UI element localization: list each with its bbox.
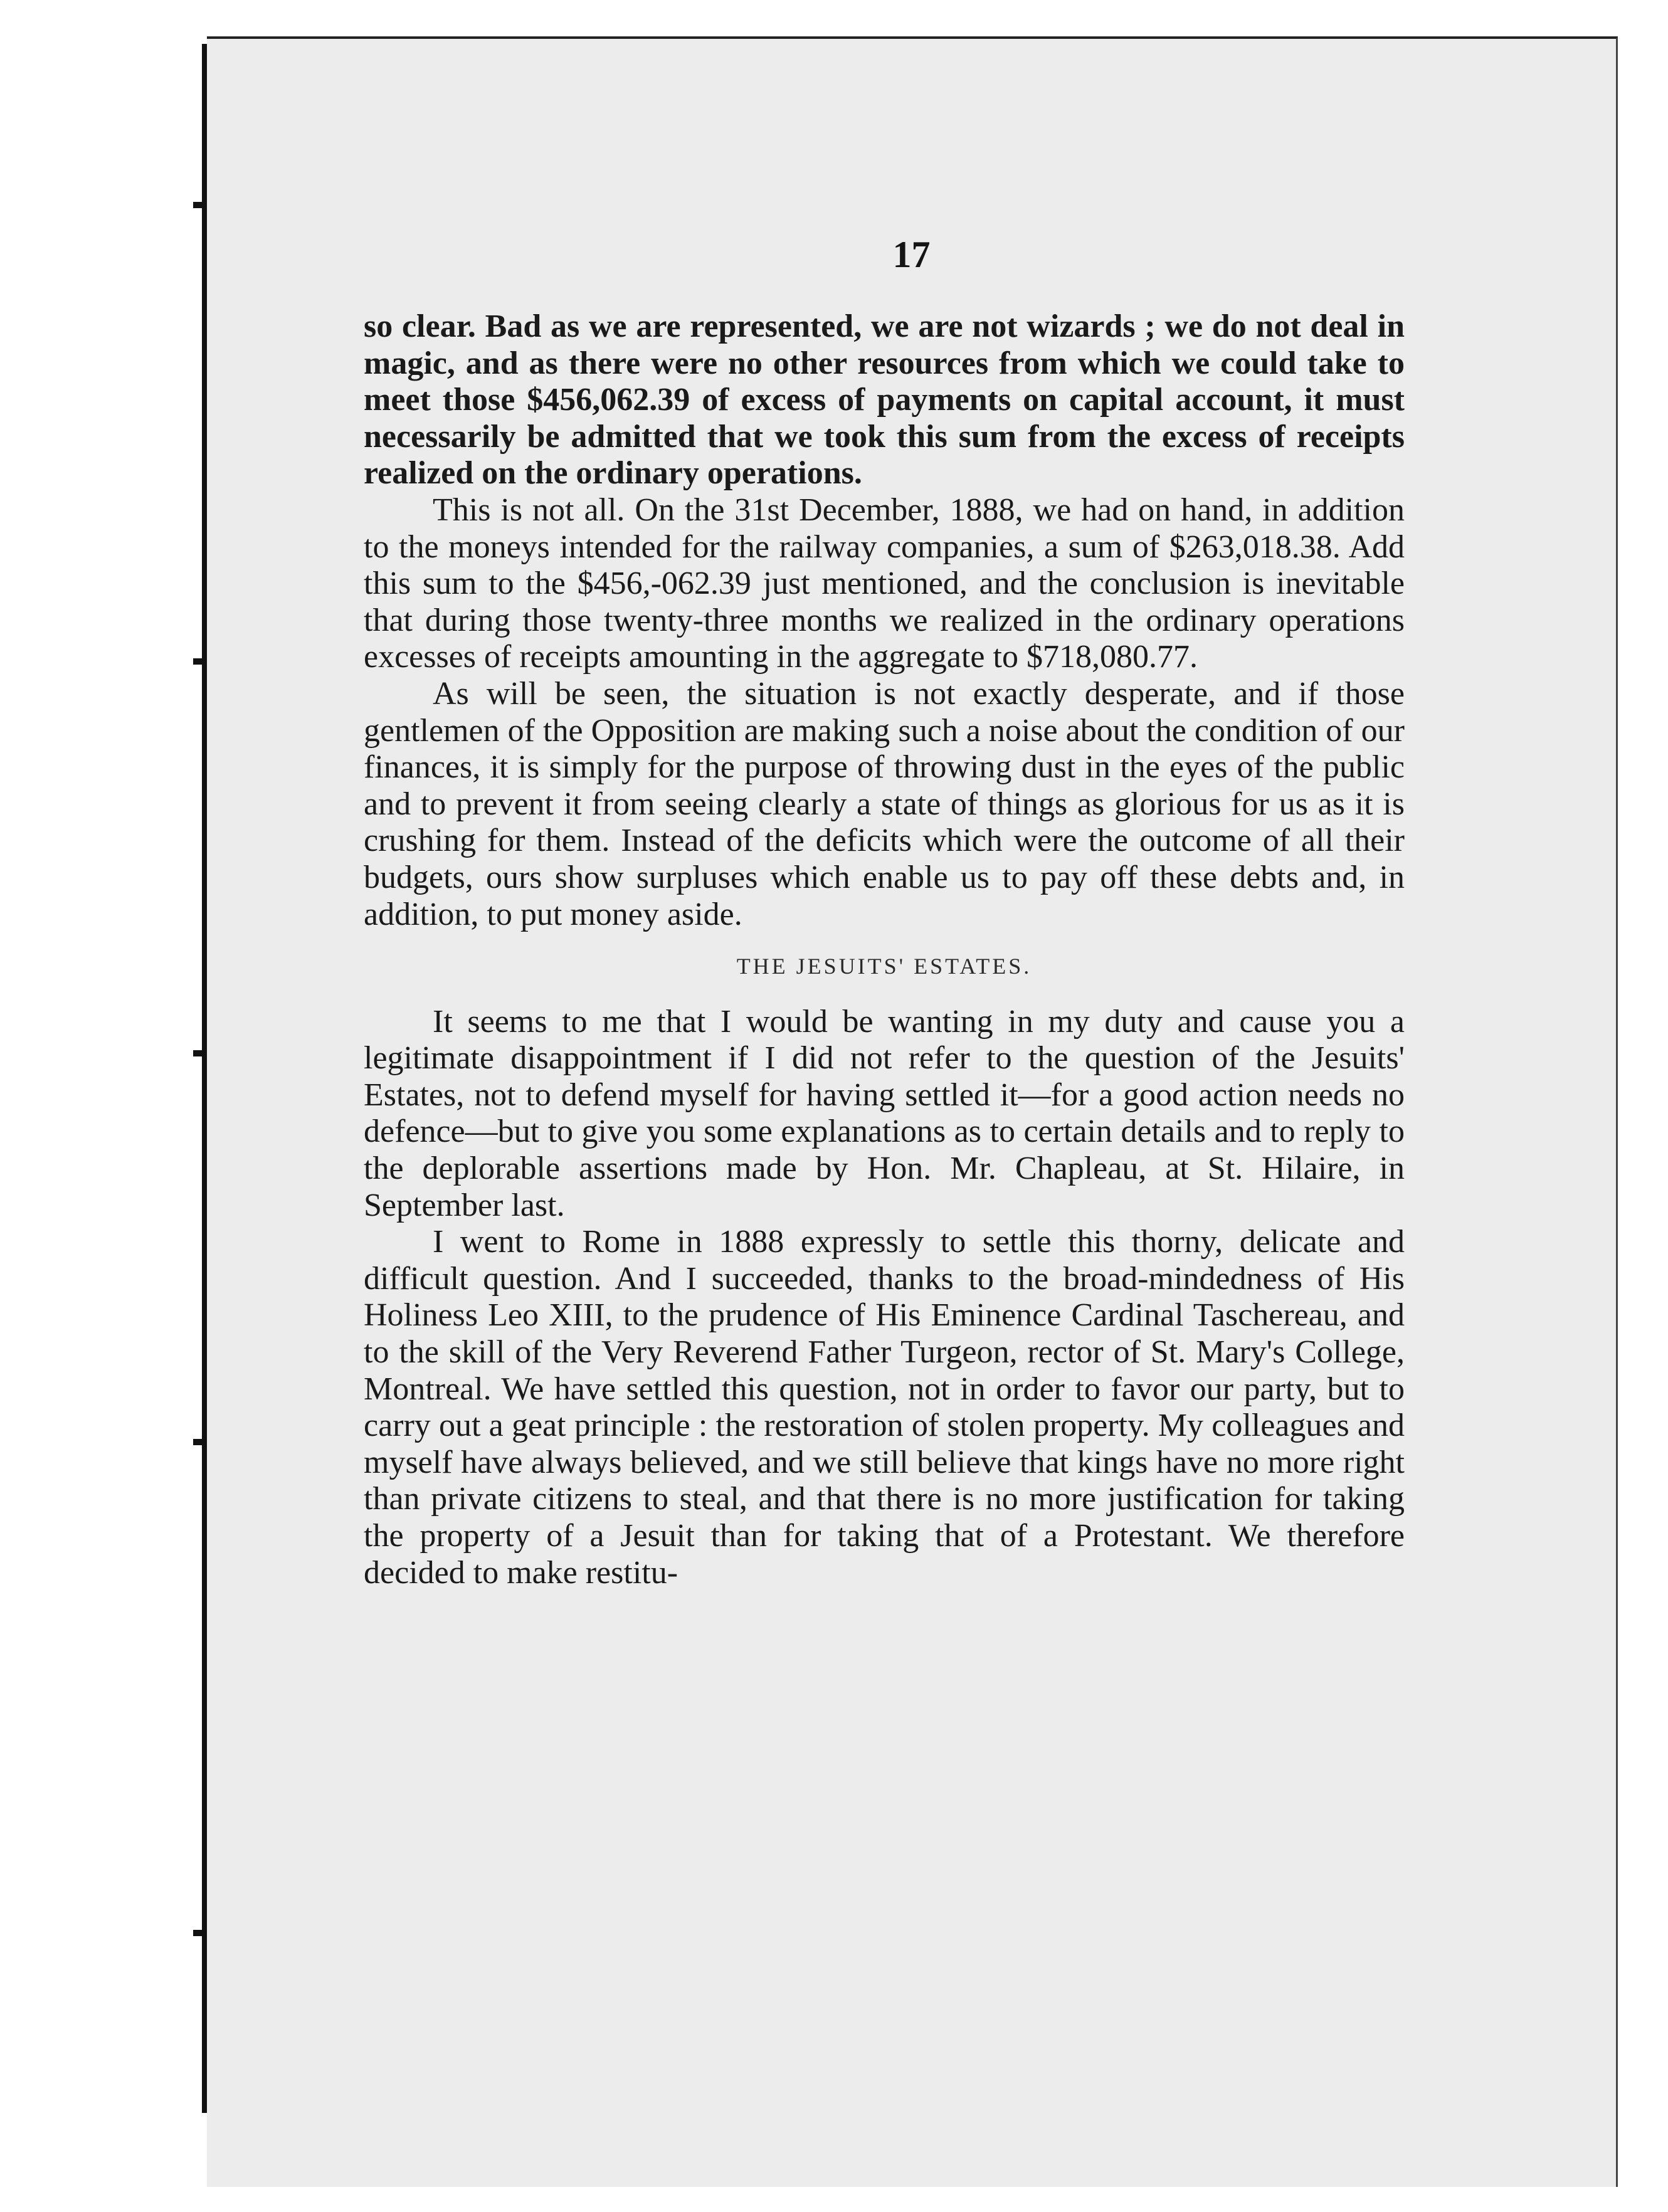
binding-tick [193, 658, 204, 665]
binding-tick [193, 202, 204, 208]
binding-edge [202, 44, 207, 2113]
page-number: 17 [892, 234, 931, 275]
document-page [207, 36, 1618, 2187]
paragraph: As will be seen, the situation is not exactly desperate, and if those gentlemen of the Opposition are making such a noise about the condition of our finances, it is simply for the purpose of throwing dust in the eyes of the public and to prevent it from seeing clearly a state of things as glorious for us as it is crushing for them. Instead of the deficits which were the outcome of all their budgets, ours show surpluses which enable us to pay off these debts and, in addition, to put money aside. [364, 675, 1405, 932]
section-heading: THE JESUITS' ESTATES. [736, 954, 1032, 979]
binding-tick [193, 1439, 204, 1445]
paragraph: I went to Rome in 1888 expressly to settle this thorny, delicate and difficult question. And I succeeded, thanks to the broad-mindedness of His Holiness Leo XIII, to the prudence of His Eminence Cardinal Taschereau, and to the skill of the Very Reverend Father Turgeon, rector of St. Mary's College, Montreal. We have settled this question, not in order to favor our party, but to carry out a geat principle : the restoration of stolen property. My colleagues and myself have always believed, and we still believe that kings have no more right than private citizens to steal, and that there is no more justification for taking the property of a Jesuit than for taking that of a Protestant. We therefore decided to make restitu- [364, 1224, 1405, 1591]
paragraph: It seems to me that I would be wanting in my duty and cause you a legitimate disappointment if I did not refer to the question of the Jesuits' Estates, not to defend myself for having settled it—for a good action needs no defence—but to give you some explanations as to certain details and to reply to the deplorable assertions made by Hon. Mr. Chapleau, at St. Hilaire, in September last. [364, 1003, 1405, 1223]
binding-tick [193, 1050, 204, 1056]
scan-left-margin [0, 0, 199, 2212]
binding-tick [193, 1930, 204, 1936]
paragraph: so clear. Bad as we are represented, we are not wizards ; we do not deal in magic, and as there were no other resources from which we could take to meet those $456,062.39 of excess of payments on capital account, it must necessarily be admitted that we took this sum from the excess of receipts realized on the ordinary operations. [364, 308, 1405, 492]
body-text [364, 308, 1405, 1591]
paragraph: This is not all. On the 31st December, 1888, we had on hand, in addition to the moneys intended for the railway companies, a sum of $263,018.38. Add this sum to the $456,-062.39 just mentioned, and the conclusion is inevitable that during those twenty-three months we realized in the ordinary operations excesses of receipts amounting in the aggregate to $718,080.77. [364, 492, 1405, 675]
